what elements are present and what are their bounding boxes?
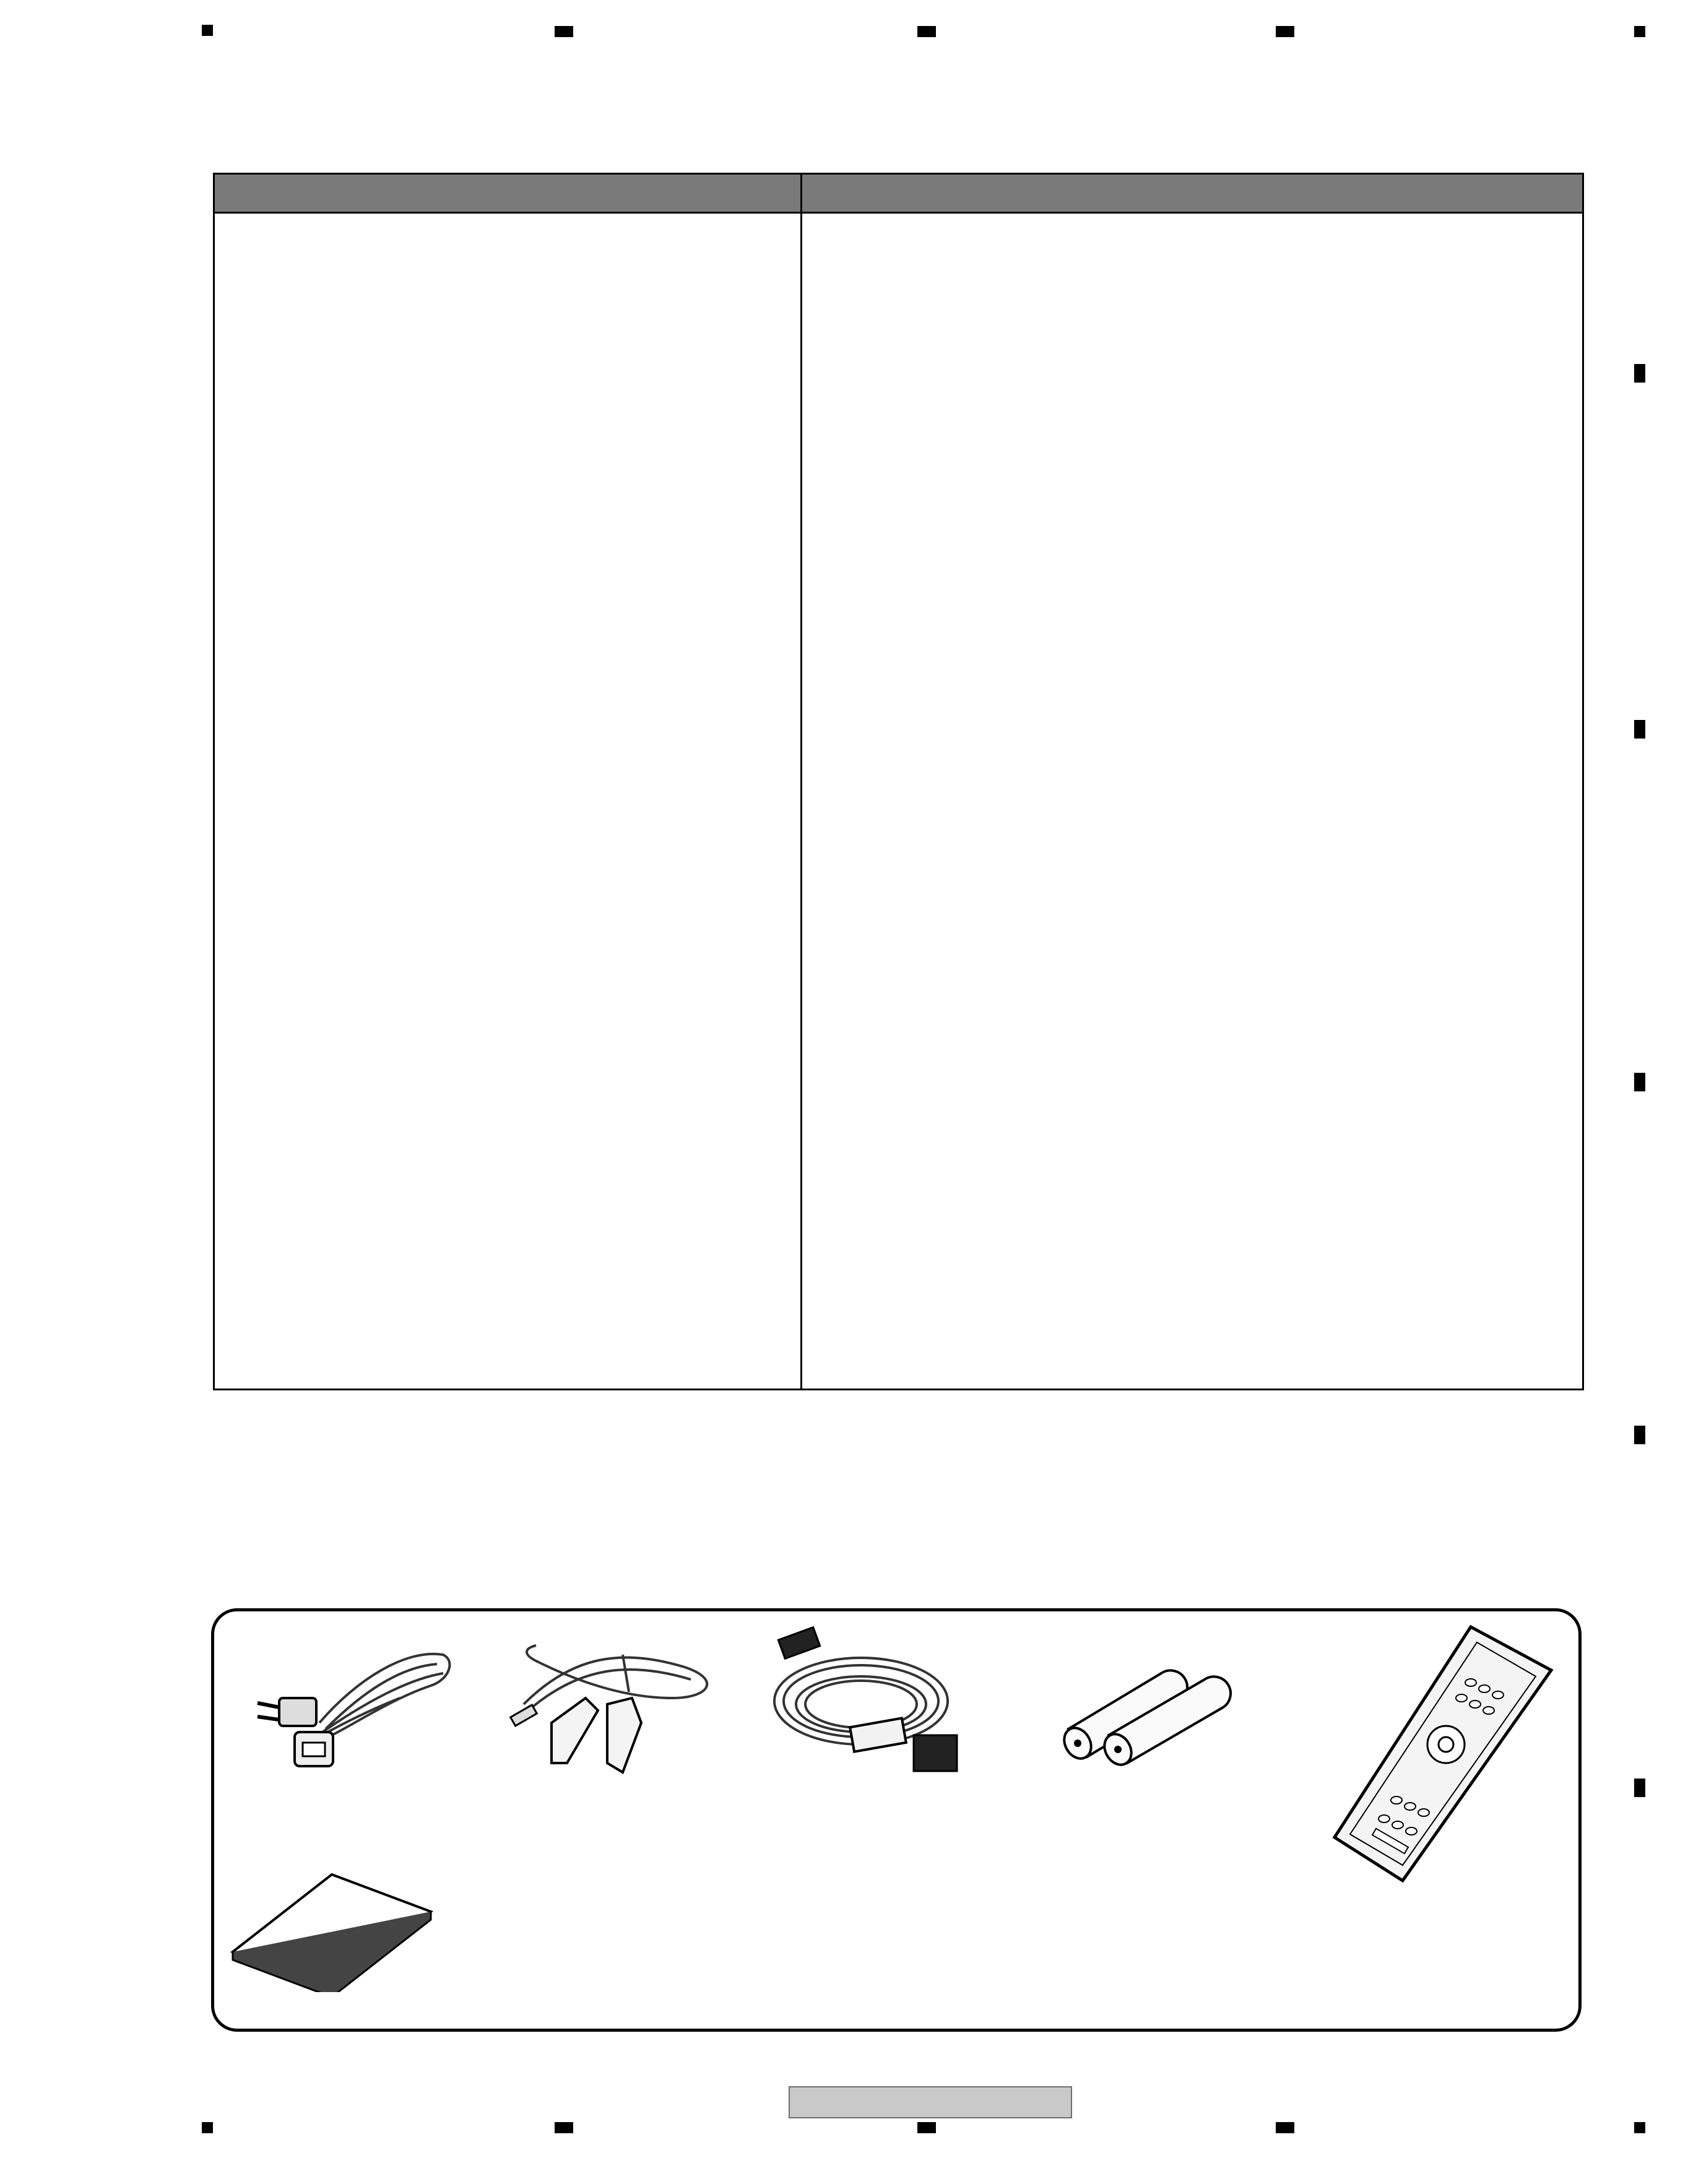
table-row [214,718,1583,757]
registration-mark-bottom-4 [1276,2122,1294,2133]
page-number-box [789,2086,1072,2118]
registration-mark-bottom-3 [917,2122,936,2133]
power-cord-icon [245,1630,456,1772]
table-row [214,406,1583,445]
remote-control-icon [1322,1621,1557,1887]
table-header-value [802,174,1583,213]
system-cable-icon [768,1621,979,1782]
table-row [214,835,1583,874]
registration-mark-top-3 [917,26,936,37]
registration-mark-right-3 [1634,1073,1645,1091]
table-row [214,1169,1583,1208]
registration-mark-top-5 [1634,26,1645,37]
table-row [214,367,1583,406]
table-row [214,1286,1583,1351]
table-row [214,796,1583,835]
registration-mark-right-4 [1634,1426,1645,1444]
registration-mark-bottom-2 [555,2122,573,2133]
table-row [214,1108,1583,1169]
accessories-box [211,1608,1582,2032]
table-row [214,1351,1583,1390]
registration-mark-right-5 [1634,1779,1645,1797]
table-header-row [214,174,1583,213]
table-row [214,1069,1583,1108]
specifications-table [213,173,1584,1390]
ir-receiver-cable-icon [499,1630,722,1779]
aa-batteries-icon [1056,1655,1248,1766]
registration-mark-bottom-1 [202,2122,213,2133]
registration-mark-top-2 [555,26,573,37]
registration-mark-top-4 [1276,26,1294,37]
table-row [214,289,1583,328]
table-row [214,445,1583,484]
table-row [214,1247,1583,1286]
table-row [214,601,1583,640]
table-row [214,562,1583,601]
table-row [214,250,1583,289]
table-row [214,757,1583,796]
table-row [214,1208,1583,1247]
operating-instructions-icon [227,1862,437,1992]
table-row [214,484,1583,523]
registration-mark-right-2 [1634,720,1645,739]
table-row [214,913,1583,952]
table-row [214,328,1583,367]
registration-mark-top-1 [202,25,213,36]
table-header-item [214,174,802,213]
registration-mark-right-1 [1634,364,1645,383]
table-row [214,874,1583,913]
table-row [214,523,1583,562]
table-row [214,1030,1583,1069]
table-row [214,679,1583,718]
registration-mark-bottom-5 [1634,2122,1645,2133]
table-row [214,213,1583,250]
table-row [214,991,1583,1030]
table-row [214,952,1583,991]
table-row [214,640,1583,679]
